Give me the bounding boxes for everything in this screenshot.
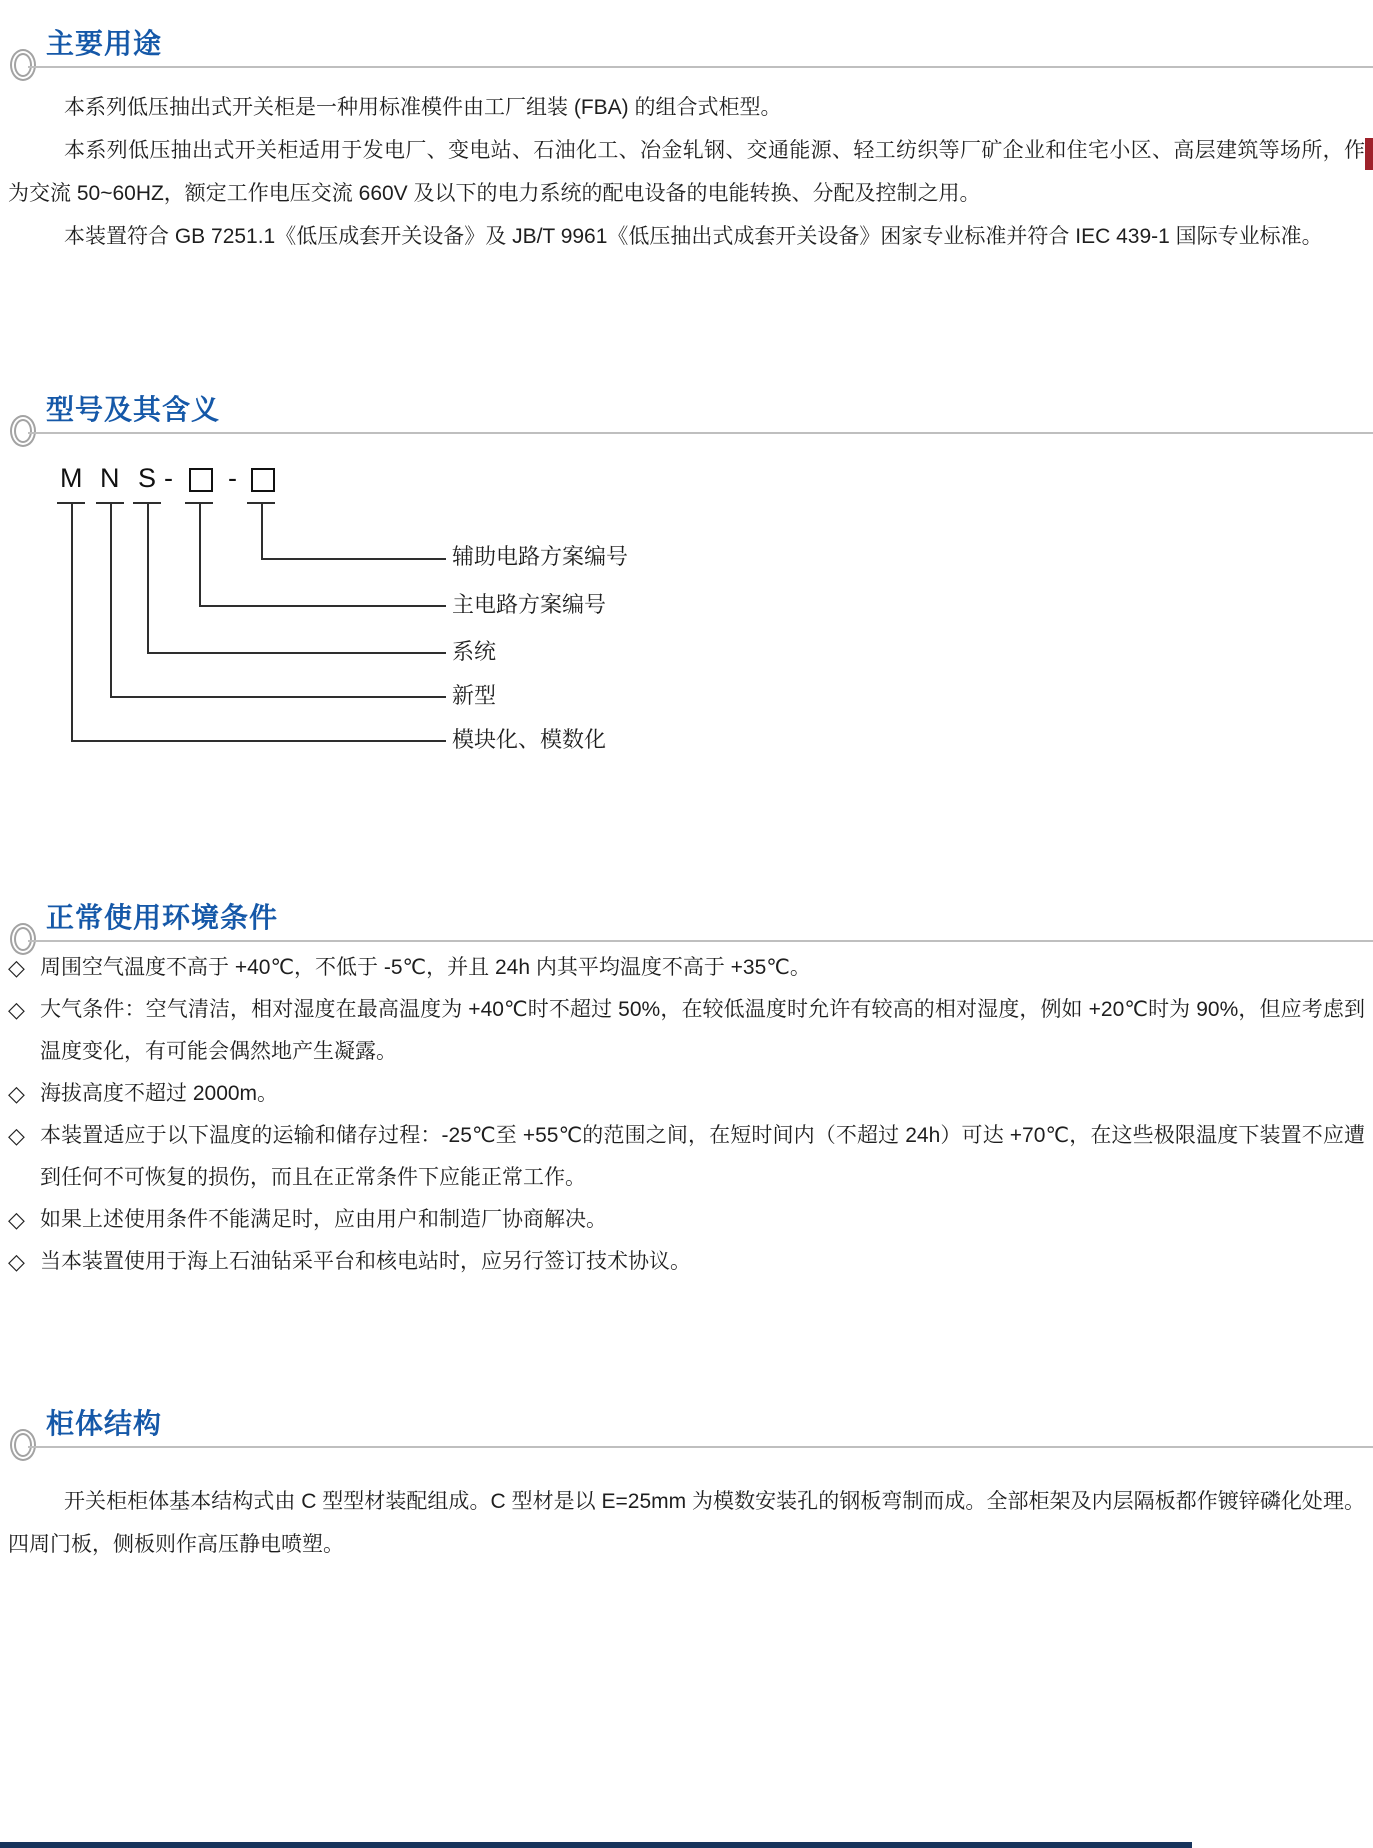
diagram-label-modular: 模块化、模数化 — [452, 727, 607, 752]
diamond-bullet-icon: ◇ — [8, 997, 25, 1022]
model-char-m: M — [60, 463, 83, 493]
section-header-cabinet-structure — [0, 1402, 1373, 1474]
paragraph: 本系列低压抽出式开关柜是一种用标准模件由工厂组装 (FBA) 的组合式柜型。 — [64, 96, 782, 119]
footer-accent-bar — [0, 1842, 1192, 1848]
model-placeholder-box — [189, 468, 213, 492]
model-char-n: N — [100, 463, 120, 493]
list-item: ◇ 大气条件：空气清洁，相对湿度在最高温度为 +40℃时不超过 50%，在较低温度时允许有较高的相对湿度，例如 +20℃时为 90%，但应考虑到温度变化，有可能会偶然地产生凝露。 — [8, 989, 1365, 1073]
model-char-s: S — [138, 463, 157, 493]
diagram-connector — [71, 504, 446, 742]
diagram-label-new-type: 新型 — [452, 683, 497, 708]
model-hyphen: - — [164, 463, 173, 493]
section-divider — [28, 66, 1373, 68]
cabinet-structure-body — [8, 1480, 1365, 1566]
diagram-label-main-circuit: 主电路方案编号 — [452, 592, 607, 617]
section-divider — [28, 940, 1373, 942]
model-hyphen: - — [228, 463, 237, 493]
list-item: ◇ 本装置适应于以下温度的运输和储存过程：-25℃至 +55℃的范围之间，在短时间内（不超过 24h）可达 +70℃，在这些极限温度下装置不应遭到任何不可恢复的损伤，而且在正常条件下应能正常工作。 — [8, 1115, 1365, 1199]
section-title-main-use: 主要用途 — [46, 28, 163, 59]
diamond-bullet-icon: ◇ — [8, 1249, 25, 1274]
main-use-body — [8, 86, 1365, 258]
section-title-environment: 正常使用环境条件 — [46, 902, 279, 933]
section-title-cabinet-structure: 柜体结构 — [46, 1408, 163, 1439]
section-header-main-use — [0, 22, 1373, 94]
section-title-model-meaning: 型号及其含义 — [46, 394, 221, 425]
section-ring-icon — [10, 1429, 36, 1461]
list-item: ◇ 海拔高度不超过 2000m。 — [8, 1073, 1365, 1115]
diamond-bullet-icon: ◇ — [8, 955, 25, 980]
model-code-diagram — [0, 455, 900, 775]
list-item: ◇ 周围空气温度不高于 +40℃，不低于 -5℃，并且 24h 内其平均温度不高于 +35℃。 — [8, 947, 1365, 989]
section-ring-icon — [10, 415, 36, 447]
diamond-bullet-icon: ◇ — [8, 1207, 25, 1232]
diamond-bullet-icon: ◇ — [8, 1081, 25, 1106]
list-item: ◇ 如果上述使用条件不能满足时，应由用户和制造厂协商解决。 — [8, 1199, 1365, 1241]
list-item: ◇ 当本装置使用于海上石油钻采平台和核电站时，应另行签订技术协议。 — [8, 1241, 1365, 1283]
model-placeholder-box — [251, 468, 275, 492]
paragraph: 本装置符合 GB 7251.1《低压成套开关设备》及 JB/T 9961《低压抽出式成套开关设备》困家专业标准并符合 IEC 439-1 国际专业标准。 — [64, 225, 1323, 248]
diagram-label-aux-circuit: 辅助电路方案编号 — [452, 544, 629, 569]
page-edge-tab — [1365, 138, 1373, 170]
paragraph: 本系列低压抽出式开关柜适用于发电厂、变电站、石油化工、冶金轧钢、交通能源、轻工纺织等厂矿企业和住宅小区、高层建筑等场所，作为交流 50~60HZ，额定工作电压交流 660V 及以下的电力系统的配电设备的电能转换、分配及控制之用。 — [8, 139, 1365, 205]
paragraph: 开关柜柜体基本结构式由 C 型型材装配组成。C 型材是以 E=25mm 为模数安装孔的钢板弯制而成。全部柜架及内层隔板都作镀锌磷化处理。四周门板，侧板则作高压静电喷塑。 — [8, 1490, 1365, 1556]
section-divider — [28, 432, 1373, 434]
section-divider — [28, 1446, 1373, 1448]
diamond-bullet-icon: ◇ — [8, 1123, 25, 1148]
section-header-model-meaning — [0, 388, 1373, 460]
environment-conditions-list — [8, 947, 1365, 1283]
diagram-label-system: 系统 — [452, 639, 497, 664]
section-ring-icon — [10, 49, 36, 81]
